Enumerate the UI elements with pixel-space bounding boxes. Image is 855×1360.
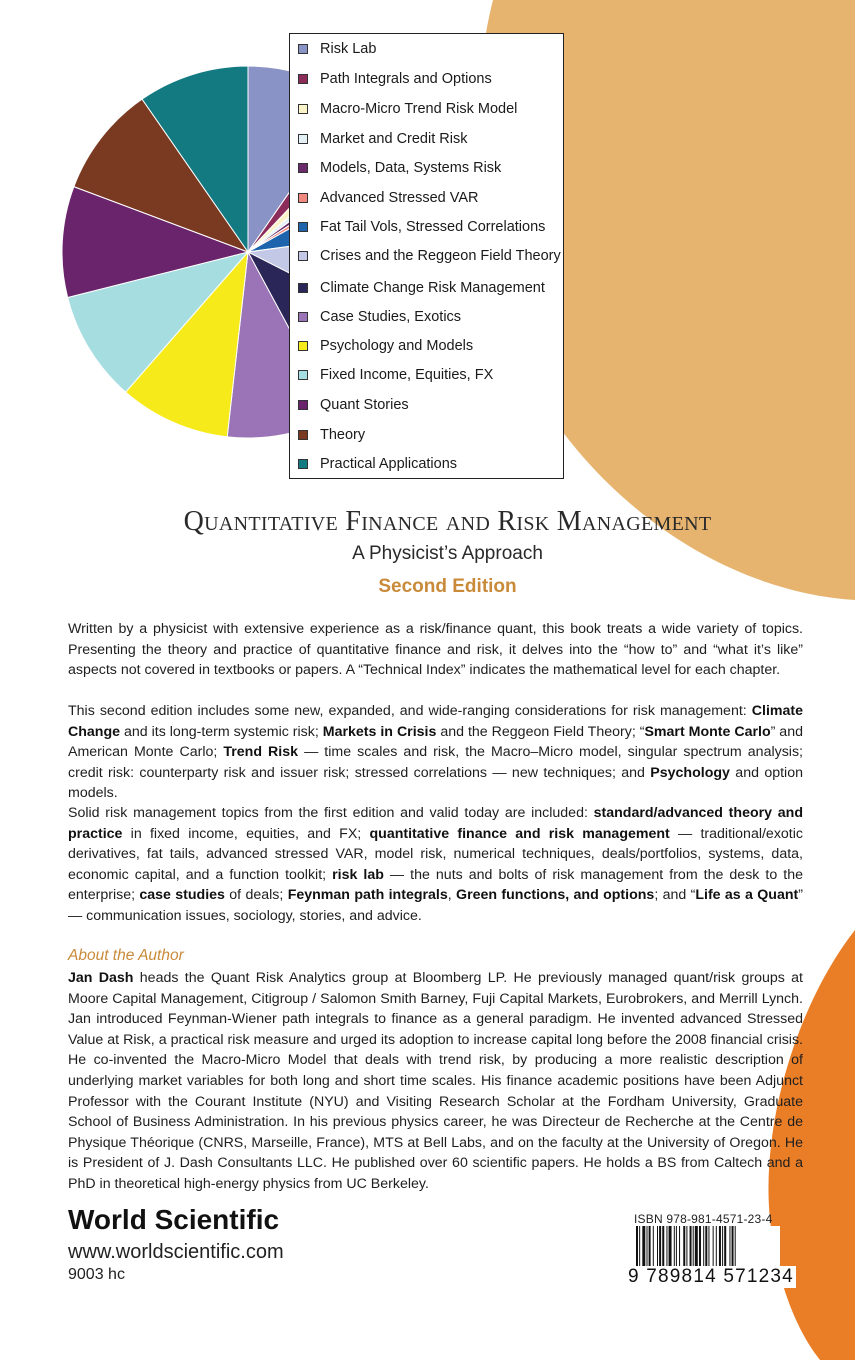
chart-legend — [289, 33, 564, 479]
description-paragraph-2: This second edition includes some new, expanded, and wide-ranging considerations for risk management: Climate Change and its long-term systemic risk; Markets in Crisis and the Reggeon Field Theory; “Smart Monte Carlo” and American Monte Carlo; Trend Risk — time scales and risk, the Macro–Micro model, singular spectrum analysis; credit risk: counterparty risk and issuer risk; stressed correlations — new techniques; and Psychology and option models. — [68, 703, 803, 802]
legend-swatch — [298, 400, 308, 410]
emphasis-text: Psychology — [650, 764, 730, 781]
legend-item — [298, 217, 545, 237]
legend-swatch — [298, 193, 308, 203]
legend-swatch — [298, 312, 308, 322]
emphasis-text: Trend Risk — [223, 744, 299, 761]
legend-item — [298, 246, 561, 266]
emphasis-text: Jan Dash — [68, 970, 134, 986]
legend-label: Theory — [320, 427, 366, 443]
publisher-name: World Scientific — [68, 1204, 280, 1235]
legend-item — [298, 158, 501, 178]
barcode-digits: 9 789814 571234 — [628, 1266, 794, 1287]
legend-label: Fat Tail Vols, Stressed Correlations — [320, 219, 546, 235]
product-code: 9003 hc — [68, 1266, 125, 1283]
legend-item — [298, 395, 409, 415]
legend-swatch — [298, 251, 308, 261]
publisher-website: www.worldscientific.com — [68, 1241, 284, 1263]
legend-item — [298, 278, 545, 298]
legend-label: Psychology and Models — [320, 338, 474, 354]
legend-item — [298, 39, 376, 59]
legend-item — [298, 69, 492, 89]
legend-label: Market and Credit Risk — [320, 131, 468, 147]
emphasis-text: Life as a Quant — [695, 887, 799, 904]
legend-label: Climate Change Risk Management — [320, 280, 545, 296]
emphasis-text: case studies — [139, 887, 225, 904]
description-paragraph-3: Solid risk management topics from the first edition and valid today are included: standard/advanced theory and practice in fixed income, equities, and FX; quantitative finance and risk management — traditional/exotic derivatives, fat tails, advanced stressed VAR, model risk, numerical techniques, deals/portfolios, systems, data, economic capital, and a function toolkit; risk lab — the nuts and bolts of risk management from the desk to the enterprise; case studies of deals; Feynman path integrals, Green functions, and options; and “Life as a Quant” — communication issues, sociology, stories, and advice. — [68, 805, 804, 924]
legend-label: Quant Stories — [320, 397, 409, 413]
legend-swatch — [298, 163, 308, 173]
emphasis-text: Feynman path integrals — [287, 887, 448, 904]
emphasis-text: quantitative finance and risk management — [369, 825, 670, 842]
book-subtitle: A Physicist’s Approach — [352, 543, 543, 564]
legend-swatch — [298, 341, 308, 351]
legend-item — [298, 425, 365, 445]
description-paragraph-1: Written by a physicist with extensive experience as a risk/finance quant, this book treats a wide variety of topics. Presenting the theory and practice of quantitative finance and risk, it delves into the “how to” and “what it’s like” aspects not covered in textbooks or papers. A “Technical Index” indicates the mathematical level for each chapter. — [68, 621, 803, 679]
legend-swatch — [298, 283, 308, 293]
book-edition: Second Edition — [378, 576, 517, 597]
emphasis-text: Smart Monte Carlo — [644, 723, 771, 740]
legend-label: Macro-Micro Trend Risk Model — [320, 101, 518, 117]
legend-label: Advanced Stressed VAR — [320, 190, 479, 206]
legend-item — [298, 307, 461, 327]
emphasis-text: risk lab — [332, 866, 384, 883]
legend-swatch — [298, 134, 308, 144]
legend-item — [298, 365, 493, 385]
legend-swatch — [298, 44, 308, 54]
legend-label: Practical Applications — [320, 456, 458, 472]
legend-item — [298, 188, 479, 208]
legend-label: Crises and the Reggeon Field Theory — [320, 248, 561, 264]
legend-label: Risk Lab — [320, 41, 377, 57]
legend-swatch — [298, 74, 308, 84]
legend-label: Case Studies, Exotics — [320, 309, 462, 325]
legend-label: Path Integrals and Options — [320, 71, 492, 87]
legend-swatch — [298, 430, 308, 440]
legend-swatch — [298, 222, 308, 232]
legend-item — [298, 129, 467, 149]
emphasis-text: Green functions, and options — [456, 887, 655, 904]
legend-item — [298, 99, 517, 119]
legend-label: Fixed Income, Equities, FX — [320, 367, 494, 383]
legend-swatch — [298, 370, 308, 380]
about-author-heading: About the Author — [68, 947, 184, 964]
about-author-paragraph: Jan Dash heads the Quant Risk Analytics group at Bloomberg LP. He previously managed quant/risk groups at Moore Capital Management, Citigroup / Salomon Smith Barney, Fuji Capital Markets, Eurobrokers, and Merrill Lynch. Jan introduced Feynman-Wiener path integrals to finance as a general paradigm. He invented advanced Stressed Value at Risk, a practical risk measure and urged its adoption to increase capital long before the 2008 financial crisis. He co-invented the Macro-Micro Model that deals with trend risk, by producing a more realistic description of underlying market variables for both long and short time scales. His finance academic positions have been Adjunct Professor with the Courant Institute (NYU) and Visiting Research Scholar at the Fordham University, Graduate School of Business Administration. In his previous physics career, he was Directeur de Recherche at the Centre de Physique Théorique (CNRS, Marseille, France), MTS at Bell Labs, and on the faculty at the University of Oregon. He is President of J. Dash Consultants LLC. He published over 60 scientific papers. He holds a BS from Caltech and a PhD in theoretical high-energy physics from UC Berkeley. — [68, 970, 803, 1192]
legend-item — [298, 336, 473, 356]
legend-swatch — [298, 104, 308, 114]
emphasis-text: standard/advanced theory and practice — [68, 805, 803, 842]
emphasis-text: Markets in Crisis — [322, 723, 437, 740]
isbn-label: ISBN 978-981-4571-23-4 — [634, 1212, 773, 1226]
legend-swatch — [298, 459, 308, 469]
legend-item — [298, 454, 457, 474]
emphasis-text: Climate Change — [68, 703, 803, 740]
legend-label: Models, Data, Systems Risk — [320, 160, 502, 176]
book-title: Quantitative Finance and Risk Management — [183, 506, 712, 537]
